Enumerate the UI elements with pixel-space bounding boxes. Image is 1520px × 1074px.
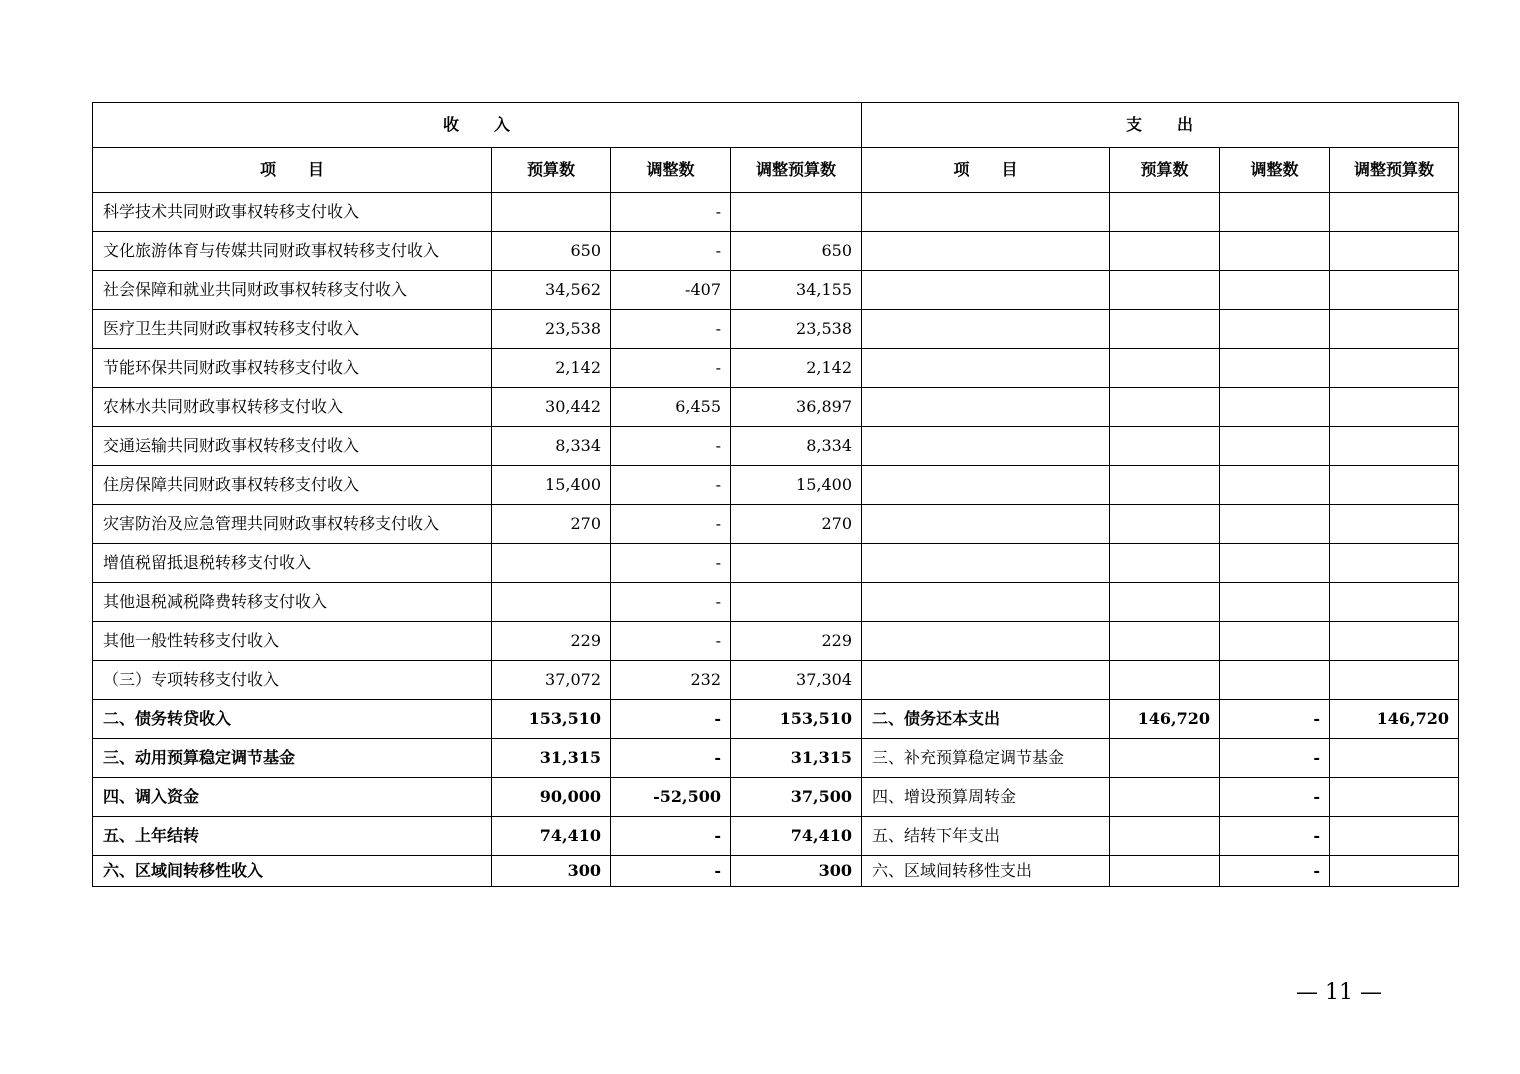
- table-row: [93, 271, 1459, 310]
- table-row: [93, 388, 1459, 427]
- table-row: [93, 310, 1459, 349]
- page-number: — 11 —: [1296, 980, 1382, 1005]
- income-item-cell: 五、上年结转: [93, 817, 492, 856]
- income-budget-cell: 31,315: [492, 739, 611, 778]
- expenditure-budget-cell: [1110, 505, 1220, 544]
- expenditure-adjustment-cell: [1220, 622, 1330, 661]
- income-adjusted-budget-cell: 8,334: [731, 427, 862, 466]
- expenditure-budget-cell: [1110, 427, 1220, 466]
- table-row: [93, 466, 1459, 505]
- expenditure-adjusted-budget-cell: [1330, 622, 1459, 661]
- income-item-cell: 交通运输共同财政事权转移支付收入: [93, 427, 492, 466]
- expenditure-budget-cell: [1110, 778, 1220, 817]
- income-budget-cell: 30,442: [492, 388, 611, 427]
- income-item-cell: 灾害防治及应急管理共同财政事权转移支付收入: [93, 505, 492, 544]
- expenditure-adjustment-cell: [1220, 232, 1330, 271]
- income-adjustment-cell: -: [611, 505, 731, 544]
- income-item-cell: 社会保障和就业共同财政事权转移支付收入: [93, 271, 492, 310]
- income-item-cell: 二、债务转贷收入: [93, 700, 492, 739]
- expenditure-section-header: 支 出: [862, 103, 1459, 148]
- expenditure-budget-cell: [1110, 817, 1220, 856]
- expenditure-budget-cell: [1110, 232, 1220, 271]
- expenditure-item-cell: [862, 349, 1110, 388]
- expenditure-budget-cell: 146,720: [1110, 700, 1220, 739]
- income-item-cell: 其他退税减税降费转移支付收入: [93, 583, 492, 622]
- table-row: [93, 817, 1459, 856]
- income-adjustment-cell: -: [611, 856, 731, 887]
- income-item-cell: 四、调入资金: [93, 778, 492, 817]
- expenditure-budget-cell: [1110, 583, 1220, 622]
- income-budget-cell: 37,072: [492, 661, 611, 700]
- expenditure-item-cell: 五、结转下年支出: [862, 817, 1110, 856]
- income-adjusted-budget-cell: 23,538: [731, 310, 862, 349]
- expenditure-adjustment-cell: [1220, 310, 1330, 349]
- income-adjusted-budget-cell: 36,897: [731, 388, 862, 427]
- table-row: [93, 739, 1459, 778]
- income-budget-cell: 650: [492, 232, 611, 271]
- income-item-cell: 增值税留抵退税转移支付收入: [93, 544, 492, 583]
- expenditure-budget-cell: [1110, 739, 1220, 778]
- income-adjustment-column-header: 调整数: [611, 148, 731, 193]
- table-row: [93, 583, 1459, 622]
- expenditure-item-cell: [862, 310, 1110, 349]
- expenditure-item-cell: 二、债务还本支出: [862, 700, 1110, 739]
- expenditure-item-cell: [862, 232, 1110, 271]
- income-adjustment-cell: 6,455: [611, 388, 731, 427]
- income-budget-cell: 15,400: [492, 466, 611, 505]
- income-adjustment-cell: -407: [611, 271, 731, 310]
- income-adjusted-budget-cell: [731, 193, 862, 232]
- expenditure-adjusted-budget-cell: [1330, 544, 1459, 583]
- expenditure-adjustment-cell: -: [1220, 739, 1330, 778]
- expenditure-adjustment-column-header: 调整数: [1220, 148, 1330, 193]
- expenditure-item-cell: [862, 583, 1110, 622]
- expenditure-adjustment-cell: -: [1220, 700, 1330, 739]
- expenditure-adjustment-cell: [1220, 427, 1330, 466]
- expenditure-budget-cell: [1110, 622, 1220, 661]
- table-row: [93, 778, 1459, 817]
- income-budget-cell: [492, 544, 611, 583]
- income-budget-cell: 8,334: [492, 427, 611, 466]
- expenditure-adjusted-budget-cell: 146,720: [1330, 700, 1459, 739]
- expenditure-adjustment-cell: [1220, 661, 1330, 700]
- table-row: [93, 232, 1459, 271]
- income-item-cell: 文化旅游体育与传媒共同财政事权转移支付收入: [93, 232, 492, 271]
- income-item-cell: 六、区域间转移性收入: [93, 856, 492, 887]
- expenditure-adjusted-budget-cell: [1330, 427, 1459, 466]
- income-adjusted-budget-cell: 650: [731, 232, 862, 271]
- income-budget-cell: 153,510: [492, 700, 611, 739]
- expenditure-adjustment-cell: -: [1220, 778, 1330, 817]
- income-adjustment-cell: -: [611, 310, 731, 349]
- expenditure-item-cell: [862, 661, 1110, 700]
- expenditure-adjustment-cell: [1220, 193, 1330, 232]
- expenditure-adjusted-budget-cell: [1330, 739, 1459, 778]
- table-row: [93, 349, 1459, 388]
- income-item-column-header: 项 目: [93, 148, 492, 193]
- income-item-cell: 节能环保共同财政事权转移支付收入: [93, 349, 492, 388]
- income-adjusted-budget-cell: [731, 544, 862, 583]
- income-budget-cell: 23,538: [492, 310, 611, 349]
- income-adjustment-cell: -: [611, 817, 731, 856]
- income-budget-cell: 90,000: [492, 778, 611, 817]
- expenditure-adjusted-budget-cell: [1330, 505, 1459, 544]
- income-budget-cell: 229: [492, 622, 611, 661]
- expenditure-adjustment-cell: -: [1220, 856, 1330, 887]
- income-adjusted-budget-cell: 37,304: [731, 661, 862, 700]
- expenditure-adjusted-budget-cell: [1330, 661, 1459, 700]
- budget-adjustment-table: [92, 102, 1459, 887]
- table-body: [93, 193, 1459, 887]
- expenditure-item-cell: [862, 544, 1110, 583]
- table-row: [93, 544, 1459, 583]
- income-adjustment-cell: -: [611, 583, 731, 622]
- expenditure-item-cell: 六、区域间转移性支出: [862, 856, 1110, 887]
- income-adjustment-cell: -: [611, 622, 731, 661]
- income-budget-column-header: 预算数: [492, 148, 611, 193]
- income-budget-cell: 2,142: [492, 349, 611, 388]
- income-budget-cell: 34,562: [492, 271, 611, 310]
- expenditure-budget-cell: [1110, 193, 1220, 232]
- expenditure-item-cell: [862, 505, 1110, 544]
- expenditure-item-cell: [862, 388, 1110, 427]
- expenditure-adjustment-cell: -: [1220, 817, 1330, 856]
- expenditure-item-cell: [862, 271, 1110, 310]
- expenditure-item-cell: [862, 427, 1110, 466]
- table-row: [93, 427, 1459, 466]
- table-row: [93, 856, 1459, 887]
- expenditure-budget-cell: [1110, 466, 1220, 505]
- income-item-cell: 三、动用预算稳定调节基金: [93, 739, 492, 778]
- table-row: [93, 700, 1459, 739]
- expenditure-budget-cell: [1110, 388, 1220, 427]
- expenditure-budget-cell: [1110, 661, 1220, 700]
- section-header-row: [93, 103, 1459, 148]
- expenditure-budget-column-header: 预算数: [1110, 148, 1220, 193]
- income-budget-cell: 74,410: [492, 817, 611, 856]
- income-adjusted-budget-cell: 15,400: [731, 466, 862, 505]
- income-item-cell: 医疗卫生共同财政事权转移支付收入: [93, 310, 492, 349]
- expenditure-budget-cell: [1110, 310, 1220, 349]
- expenditure-adjusted-budget-cell: [1330, 778, 1459, 817]
- income-item-cell: 农林水共同财政事权转移支付收入: [93, 388, 492, 427]
- income-item-cell: 其他一般性转移支付收入: [93, 622, 492, 661]
- expenditure-adjusted-budget-cell: [1330, 232, 1459, 271]
- income-section-header: 收 入: [93, 103, 862, 148]
- expenditure-item-cell: [862, 193, 1110, 232]
- expenditure-adjusted-budget-cell: [1330, 388, 1459, 427]
- expenditure-item-cell: 四、增设预算周转金: [862, 778, 1110, 817]
- income-adjusted-budget-cell: 229: [731, 622, 862, 661]
- expenditure-adjustment-cell: [1220, 466, 1330, 505]
- income-adjustment-cell: -: [611, 427, 731, 466]
- expenditure-item-cell: 三、补充预算稳定调节基金: [862, 739, 1110, 778]
- income-budget-cell: [492, 583, 611, 622]
- expenditure-budget-cell: [1110, 271, 1220, 310]
- expenditure-adjusted-budget-cell: [1330, 583, 1459, 622]
- income-adjustment-cell: 232: [611, 661, 731, 700]
- expenditure-item-column-header: 项 目: [862, 148, 1110, 193]
- expenditure-adjustment-cell: [1220, 505, 1330, 544]
- table-row: [93, 622, 1459, 661]
- income-adjustment-cell: -: [611, 349, 731, 388]
- income-adjusted-budget-cell: 31,315: [731, 739, 862, 778]
- income-adjusted-budget-column-header: 调整预算数: [731, 148, 862, 193]
- income-adjusted-budget-cell: 37,500: [731, 778, 862, 817]
- income-adjusted-budget-cell: 270: [731, 505, 862, 544]
- income-adjusted-budget-cell: 74,410: [731, 817, 862, 856]
- table-row: [93, 193, 1459, 232]
- expenditure-budget-cell: [1110, 349, 1220, 388]
- income-adjustment-cell: -52,500: [611, 778, 731, 817]
- expenditure-adjusted-budget-cell: [1330, 349, 1459, 388]
- expenditure-adjustment-cell: [1220, 349, 1330, 388]
- income-budget-cell: [492, 193, 611, 232]
- income-adjustment-cell: -: [611, 466, 731, 505]
- income-item-cell: 住房保障共同财政事权转移支付收入: [93, 466, 492, 505]
- column-header-row: [93, 148, 1459, 193]
- expenditure-adjusted-budget-cell: [1330, 271, 1459, 310]
- income-adjusted-budget-cell: [731, 583, 862, 622]
- income-adjustment-cell: -: [611, 193, 731, 232]
- income-budget-cell: 270: [492, 505, 611, 544]
- expenditure-adjusted-budget-column-header: 调整预算数: [1330, 148, 1459, 193]
- expenditure-adjusted-budget-cell: [1330, 193, 1459, 232]
- expenditure-item-cell: [862, 466, 1110, 505]
- expenditure-item-cell: [862, 622, 1110, 661]
- income-adjustment-cell: -: [611, 544, 731, 583]
- expenditure-adjusted-budget-cell: [1330, 310, 1459, 349]
- income-item-cell: （三）专项转移支付收入: [93, 661, 492, 700]
- income-adjustment-cell: -: [611, 739, 731, 778]
- expenditure-adjustment-cell: [1220, 544, 1330, 583]
- expenditure-adjustment-cell: [1220, 388, 1330, 427]
- table-row: [93, 505, 1459, 544]
- income-item-cell: 科学技术共同财政事权转移支付收入: [93, 193, 492, 232]
- income-adjusted-budget-cell: 34,155: [731, 271, 862, 310]
- income-adjustment-cell: -: [611, 700, 731, 739]
- income-adjusted-budget-cell: 2,142: [731, 349, 862, 388]
- income-adjustment-cell: -: [611, 232, 731, 271]
- expenditure-adjusted-budget-cell: [1330, 466, 1459, 505]
- expenditure-adjustment-cell: [1220, 271, 1330, 310]
- income-budget-cell: 300: [492, 856, 611, 887]
- income-adjusted-budget-cell: 153,510: [731, 700, 862, 739]
- expenditure-budget-cell: [1110, 856, 1220, 887]
- expenditure-budget-cell: [1110, 544, 1220, 583]
- income-adjusted-budget-cell: 300: [731, 856, 862, 887]
- expenditure-adjustment-cell: [1220, 583, 1330, 622]
- expenditure-adjusted-budget-cell: [1330, 817, 1459, 856]
- expenditure-adjusted-budget-cell: [1330, 856, 1459, 887]
- table-row: [93, 661, 1459, 700]
